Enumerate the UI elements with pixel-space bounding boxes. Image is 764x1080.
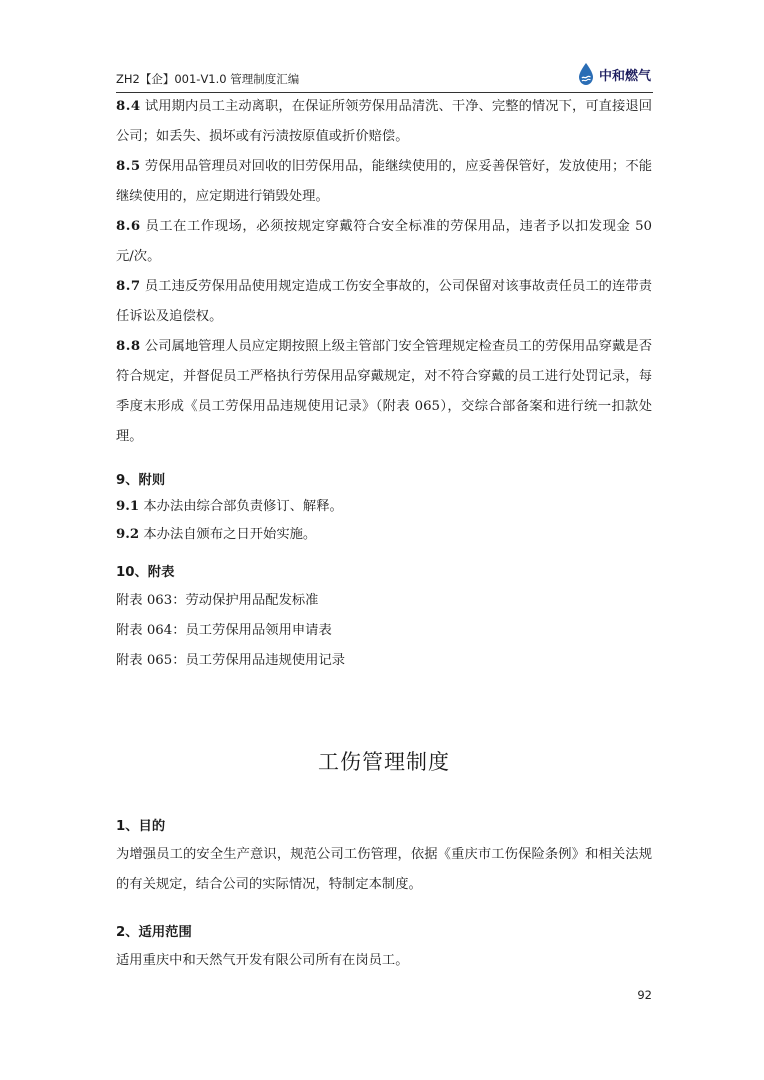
clause-number: 8.5	[116, 159, 141, 174]
clause-8-8	[116, 332, 652, 452]
logo-wordmark: 中和燃气	[598, 68, 651, 84]
clause-text: 劳保用品管理员对回收的旧劳保用品，能继续使用的，应妥善保管好，发放使用；不能继续使用的，应定期进行销毁处理。	[116, 159, 652, 204]
clause-9-2	[116, 520, 652, 550]
page-header	[116, 56, 653, 93]
water-drop-logo-icon	[577, 62, 595, 86]
section-2-heading: 2、适用范围	[116, 925, 192, 940]
clause-text: 公司属地管理人员应定期按照上级主管部门安全管理规定检查员工的劳保用品穿戴是否符合规定，并督促员工严格执行劳保用品穿戴规定，对不符合穿戴的员工进行处罚记录，每季度末形成《员工劳保用品违规使用记录》（附表 065），交综合部备案和进行统一扣款处理。	[116, 339, 652, 444]
clause-9-1	[116, 494, 652, 520]
appendix-item-065: 附表 065：员工劳保用品违规使用记录	[116, 653, 346, 668]
clause-number: 9.1	[116, 499, 140, 514]
clause-number: 8.6	[116, 219, 141, 234]
clause-number: 8.8	[116, 339, 141, 354]
section-10-heading: 10、附表	[116, 565, 175, 580]
clause-text: 员工在工作现场，必须按规定穿戴符合安全标准的劳保用品，违者予以扣发现金 50 元/次。	[116, 219, 652, 264]
section-2-text: 适用重庆中和天然气开发有限公司所有在岗员工。	[116, 953, 409, 968]
clause-number: 8.7	[116, 279, 141, 294]
appendix-item-064: 附表 064：员工劳保用品领用申请表	[116, 623, 332, 638]
section-1-text: 为增强员工的安全生产意识，规范公司工伤管理，依据《重庆市工伤保险条例》和相关法规的有关规定，结合公司的实际情况，特制定本制度。	[116, 847, 652, 892]
page-content	[116, 92, 652, 976]
section-9-heading: 9、附则	[116, 473, 166, 488]
page-number: 92	[637, 988, 652, 1002]
clause-text: 员工违反劳保用品使用规定造成工伤安全事故的，公司保留对该事故责任员工的连带责任诉讼及追偿权。	[116, 279, 652, 324]
clause-8-4	[116, 92, 652, 152]
clause-number: 9.2	[116, 527, 140, 542]
clause-text: 试用期内员工主动离职，在保证所领劳保用品清洗、干净、完整的情况下，可直接退回公司；如丢失、损坏或有污渍按原值或折价赔偿。	[116, 99, 652, 144]
header-doc-id: ZH2【企】001-V1.0 管理制度汇编	[116, 72, 300, 86]
clause-8-6	[116, 212, 652, 272]
document-title: 工伤管理制度	[318, 750, 450, 774]
clause-8-7	[116, 272, 652, 332]
clause-number: 8.4	[116, 99, 141, 114]
clause-8-5	[116, 152, 652, 212]
appendix-item-063: 附表 063：劳动保护用品配发标准	[116, 593, 319, 608]
section-1-heading: 1、目的	[116, 819, 166, 834]
clause-text: 本办法自颁布之日开始实施。	[143, 527, 317, 542]
clause-text: 本办法由综合部负责修订、解释。	[143, 499, 343, 514]
company-logo	[577, 62, 651, 86]
